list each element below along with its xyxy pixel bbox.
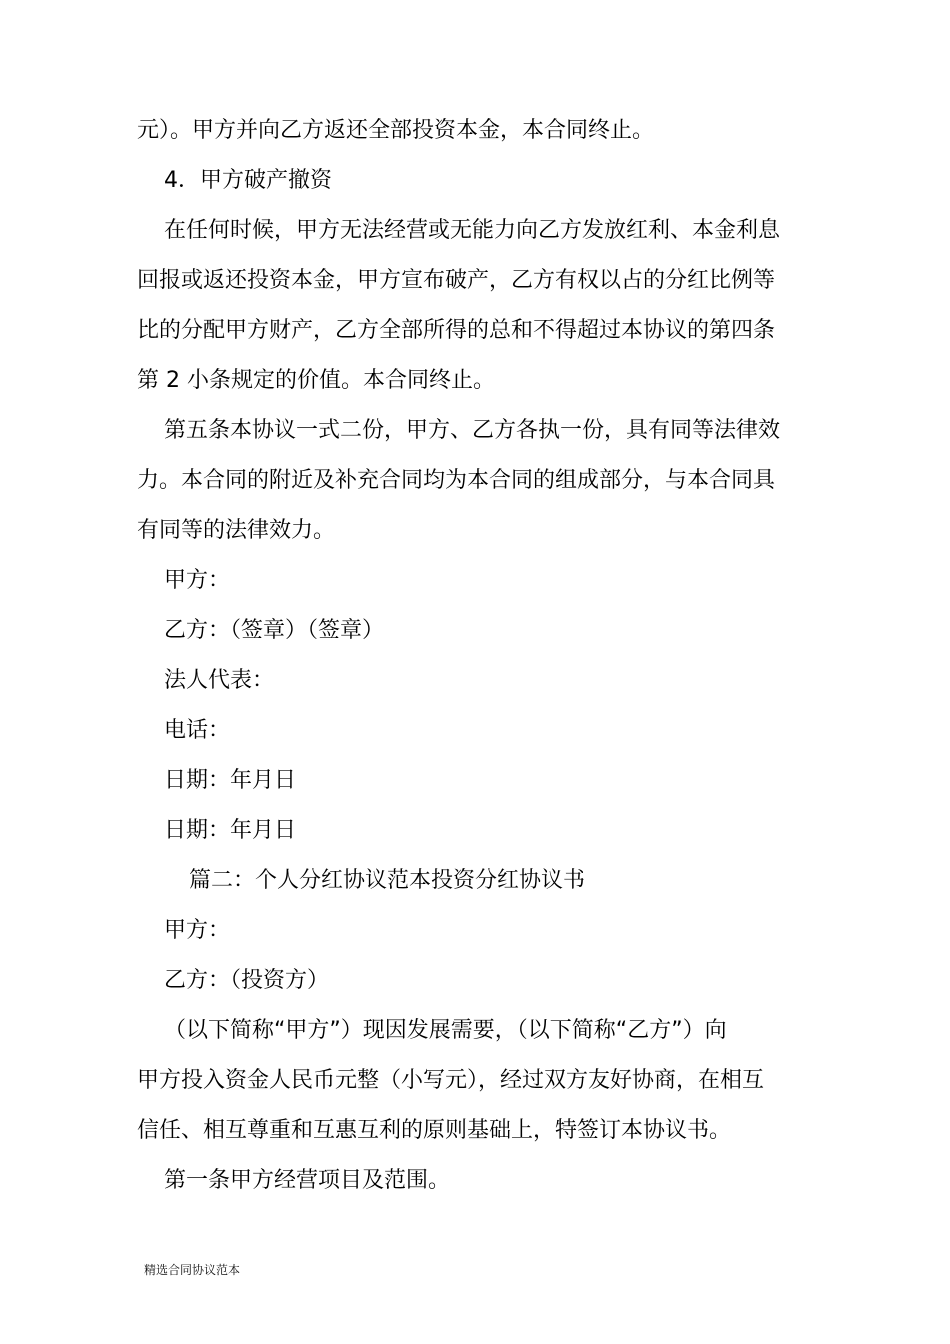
phone-field: 电话： (164, 718, 231, 743)
text-line: 信任、相互尊重和互惠互利的原则基础上，特签订本协议书。 (137, 1118, 732, 1143)
text-line: （以下简称“甲方”）现因发展需要，（以下简称“乙方”）向 (164, 1018, 727, 1043)
article-heading: 第一条甲方经营项目及范围。 (164, 1168, 451, 1193)
text-line: 甲方投入资金人民币元整（小写元），经过双方友好协商，在相互 (137, 1068, 765, 1093)
text-line: 比的分配甲方财产，乙方全部所得的总和不得超过本协议的第四条 (137, 318, 776, 343)
text-line: 有同等的法律效力。 (137, 518, 336, 543)
signature-party-a: 甲方： (164, 568, 231, 593)
text-line: 回报或返还投资本金，甲方宣布破产，乙方有权以占的分红比例等 (137, 268, 776, 293)
legal-representative: 法人代表： (164, 668, 275, 693)
text-line: 在任何时候，甲方无法经营或无能力向乙方发放红利、本金利息 (164, 218, 781, 243)
text-line: 力。本合同的附近及补充合同均为本合同的组成部分，与本合同具 (137, 468, 776, 493)
page-footer: 精选合同协议范本 (144, 1263, 241, 1277)
text-line: 元）。甲方并向乙方返还全部投资本金，本合同终止。 (137, 118, 655, 143)
party-b-label: 乙方：（投资方） (164, 968, 330, 993)
section-heading: 4．甲方破产撤资 (164, 168, 332, 193)
date-field: 日期：年月日 (164, 818, 297, 843)
text-line: 第 2 小条规定的价值。本合同终止。 (137, 368, 495, 393)
section-title: 篇二：个人分红协议范本投资分红协议书 (189, 868, 586, 893)
party-a-label: 甲方： (164, 918, 231, 943)
signature-party-b: 乙方：（签章）（签章） (164, 618, 385, 643)
date-field: 日期：年月日 (164, 768, 297, 793)
document-body (137, 106, 821, 1206)
text-line: 第五条本协议一式二份，甲方、乙方各执一份，具有同等法律效 (164, 418, 781, 443)
